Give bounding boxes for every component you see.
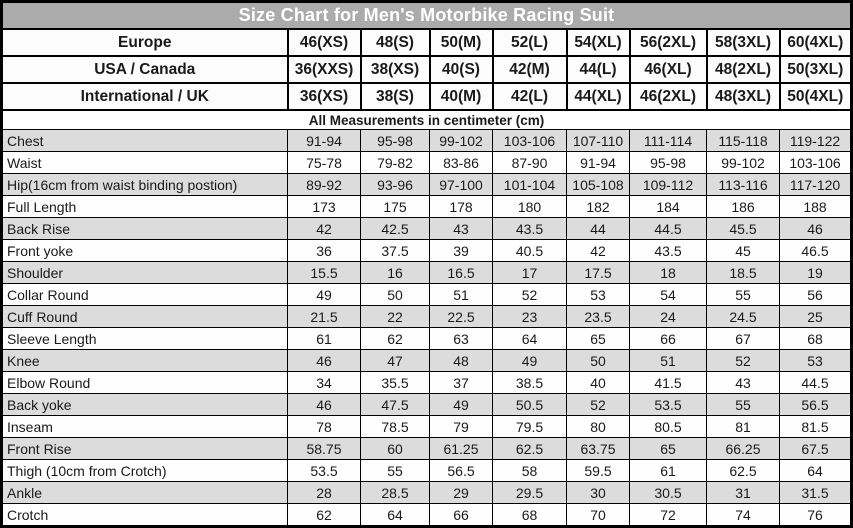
measurement-value: 45.5	[707, 218, 780, 240]
measurement-value: 72	[630, 504, 707, 527]
measurement-value: 29.5	[493, 482, 567, 504]
size-cell: 40(S)	[430, 56, 493, 83]
measurement-value: 111-114	[630, 130, 707, 152]
measurement-value: 103-106	[493, 130, 567, 152]
measurement-value: 48	[430, 350, 493, 372]
measurement-value: 46	[288, 350, 361, 372]
measurement-value: 178	[430, 196, 493, 218]
measurement-value: 17	[493, 262, 567, 284]
size-cell: 46(2XL)	[630, 83, 707, 110]
measurement-value: 51	[430, 284, 493, 306]
measurement-value: 95-98	[361, 130, 430, 152]
measurement-value: 46	[780, 218, 852, 240]
size-cell: 60(4XL)	[780, 29, 852, 56]
measurement-row	[2, 218, 852, 240]
size-system-row	[2, 83, 852, 110]
size-chart-body	[2, 2, 852, 527]
size-cell: 50(3XL)	[780, 56, 852, 83]
measurement-value: 56.5	[780, 394, 852, 416]
measurement-row	[2, 460, 852, 482]
measurement-row	[2, 152, 852, 174]
measurement-value: 35.5	[361, 372, 430, 394]
measurement-row	[2, 482, 852, 504]
measurement-value: 67.5	[780, 438, 852, 460]
measurement-value: 103-106	[780, 152, 852, 174]
measurement-value: 97-100	[430, 174, 493, 196]
measurement-value: 65	[567, 328, 630, 350]
measurement-label: Thigh (10cm from Crotch)	[2, 460, 288, 482]
measurement-value: 19	[780, 262, 852, 284]
size-cell: 46(XL)	[630, 56, 707, 83]
measurement-value: 44.5	[630, 218, 707, 240]
measurement-value: 53	[567, 284, 630, 306]
measurement-value: 37.5	[361, 240, 430, 262]
measurement-value: 37	[430, 372, 493, 394]
measurement-value: 63	[430, 328, 493, 350]
measurement-value: 78.5	[361, 416, 430, 438]
measurement-value: 89-92	[288, 174, 361, 196]
measurement-value: 53.5	[630, 394, 707, 416]
measurement-value: 51	[630, 350, 707, 372]
measurement-value: 52	[493, 284, 567, 306]
measurement-value: 56	[780, 284, 852, 306]
measurement-value: 62.5	[493, 438, 567, 460]
size-system-label: Europe	[2, 29, 288, 56]
measurement-value: 47.5	[361, 394, 430, 416]
measurement-value: 79.5	[493, 416, 567, 438]
measurement-value: 52	[707, 350, 780, 372]
measurement-value: 50	[361, 284, 430, 306]
size-cell: 36(XXS)	[288, 56, 361, 83]
measurement-value: 101-104	[493, 174, 567, 196]
measurement-value: 30.5	[630, 482, 707, 504]
measurement-value: 28.5	[361, 482, 430, 504]
measurement-label: Ankle	[2, 482, 288, 504]
measurement-label: Crotch	[2, 504, 288, 527]
measurement-label: Back Rise	[2, 218, 288, 240]
measurement-value: 61	[288, 328, 361, 350]
measurement-value: 79-82	[361, 152, 430, 174]
measurement-value: 63.75	[567, 438, 630, 460]
measurement-value: 58.75	[288, 438, 361, 460]
size-system-row	[2, 29, 852, 56]
measurements-note: All Measurements in centimeter (cm)	[2, 110, 852, 130]
size-cell: 48(3XL)	[707, 83, 780, 110]
measurement-value: 186	[707, 196, 780, 218]
size-cell: 42(M)	[493, 56, 567, 83]
measurement-value: 36	[288, 240, 361, 262]
measurement-value: 115-118	[707, 130, 780, 152]
measurement-value: 64	[780, 460, 852, 482]
measurement-label: Collar Round	[2, 284, 288, 306]
measurement-value: 50.5	[493, 394, 567, 416]
size-cell: 50(M)	[430, 29, 493, 56]
measurement-value: 40.5	[493, 240, 567, 262]
measurement-value: 23	[493, 306, 567, 328]
measurement-value: 30	[567, 482, 630, 504]
measurement-value: 49	[430, 394, 493, 416]
measurement-label: Full Length	[2, 196, 288, 218]
measurement-value: 60	[361, 438, 430, 460]
measurement-value: 80	[567, 416, 630, 438]
measurement-value: 117-120	[780, 174, 852, 196]
measurement-value: 41.5	[630, 372, 707, 394]
measurement-value: 64	[493, 328, 567, 350]
measurement-row	[2, 262, 852, 284]
measurement-value: 75-78	[288, 152, 361, 174]
measurement-row	[2, 394, 852, 416]
measurement-value: 91-94	[288, 130, 361, 152]
measurement-value: 24.5	[707, 306, 780, 328]
measurement-value: 67	[707, 328, 780, 350]
size-cell: 58(3XL)	[707, 29, 780, 56]
size-system-row	[2, 56, 852, 83]
measurement-value: 50	[567, 350, 630, 372]
measurement-row	[2, 438, 852, 460]
measurement-label: Front yoke	[2, 240, 288, 262]
measurement-value: 46.5	[780, 240, 852, 262]
measurement-value: 80.5	[630, 416, 707, 438]
measurement-value: 56.5	[430, 460, 493, 482]
measurement-value: 184	[630, 196, 707, 218]
measurement-label: Cuff Round	[2, 306, 288, 328]
measurement-value: 42.5	[361, 218, 430, 240]
measurement-value: 43.5	[493, 218, 567, 240]
chart-title: Size Chart for Men's Motorbike Racing Suit	[2, 2, 852, 30]
measurement-value: 43	[707, 372, 780, 394]
measurement-value: 53	[780, 350, 852, 372]
measurement-label: Shoulder	[2, 262, 288, 284]
measurement-value: 45	[707, 240, 780, 262]
measurement-value: 66	[430, 504, 493, 527]
measurement-value: 78	[288, 416, 361, 438]
measurement-value: 49	[288, 284, 361, 306]
measurement-value: 21.5	[288, 306, 361, 328]
measurement-value: 61	[630, 460, 707, 482]
measurement-label: Hip(16cm from waist binding postion)	[2, 174, 288, 196]
measurement-value: 28	[288, 482, 361, 504]
title-row	[2, 2, 852, 30]
measurement-value: 173	[288, 196, 361, 218]
measurement-value: 113-116	[707, 174, 780, 196]
measurement-value: 175	[361, 196, 430, 218]
measurement-value: 49	[493, 350, 567, 372]
measurement-row	[2, 174, 852, 196]
size-cell: 44(L)	[567, 56, 630, 83]
size-cell: 36(XS)	[288, 83, 361, 110]
size-cell: 42(L)	[493, 83, 567, 110]
measurement-value: 119-122	[780, 130, 852, 152]
measurement-value: 79	[430, 416, 493, 438]
measurement-value: 18.5	[707, 262, 780, 284]
measurement-value: 105-108	[567, 174, 630, 196]
measurement-value: 55	[361, 460, 430, 482]
size-system-label: International / UK	[2, 83, 288, 110]
measurement-label: Chest	[2, 130, 288, 152]
measurement-label: Inseam	[2, 416, 288, 438]
size-cell: 52(L)	[493, 29, 567, 56]
size-cell: 44(XL)	[567, 83, 630, 110]
measurement-value: 42	[567, 240, 630, 262]
measurement-value: 62	[361, 328, 430, 350]
measurement-value: 55	[707, 394, 780, 416]
measurement-value: 22	[361, 306, 430, 328]
measurement-value: 182	[567, 196, 630, 218]
measurement-value: 91-94	[567, 152, 630, 174]
measurement-value: 62	[288, 504, 361, 527]
measurement-value: 25	[780, 306, 852, 328]
measurement-value: 64	[361, 504, 430, 527]
measurement-label: Elbow Round	[2, 372, 288, 394]
measurement-value: 59.5	[567, 460, 630, 482]
measurement-value: 109-112	[630, 174, 707, 196]
size-cell: 46(XS)	[288, 29, 361, 56]
measurement-value: 16.5	[430, 262, 493, 284]
size-cell: 54(XL)	[567, 29, 630, 56]
measurement-row	[2, 284, 852, 306]
measurement-row	[2, 130, 852, 152]
measurement-value: 24	[630, 306, 707, 328]
size-cell: 48(S)	[361, 29, 430, 56]
measurement-value: 31.5	[780, 482, 852, 504]
measurement-value: 46	[288, 394, 361, 416]
measurement-value: 16	[361, 262, 430, 284]
measurement-value: 99-102	[707, 152, 780, 174]
measurement-value: 42	[288, 218, 361, 240]
measurement-value: 87-90	[493, 152, 567, 174]
measurement-value: 107-110	[567, 130, 630, 152]
measurement-row	[2, 416, 852, 438]
measurement-value: 55	[707, 284, 780, 306]
measurement-value: 47	[361, 350, 430, 372]
measurement-value: 99-102	[430, 130, 493, 152]
measurement-value: 188	[780, 196, 852, 218]
measurement-value: 93-96	[361, 174, 430, 196]
measurement-value: 22.5	[430, 306, 493, 328]
measurement-value: 53.5	[288, 460, 361, 482]
measurement-value: 23.5	[567, 306, 630, 328]
measurement-value: 65	[630, 438, 707, 460]
size-cell: 56(2XL)	[630, 29, 707, 56]
measurement-label: Knee	[2, 350, 288, 372]
measurement-value: 70	[567, 504, 630, 527]
measurement-label: Back yoke	[2, 394, 288, 416]
measurement-value: 81.5	[780, 416, 852, 438]
measurement-value: 40	[567, 372, 630, 394]
measurement-value: 52	[567, 394, 630, 416]
measurement-row	[2, 196, 852, 218]
measurement-value: 68	[780, 328, 852, 350]
measurement-value: 29	[430, 482, 493, 504]
measurement-value: 95-98	[630, 152, 707, 174]
size-cell: 38(S)	[361, 83, 430, 110]
measurement-value: 18	[630, 262, 707, 284]
measurement-label: Front Rise	[2, 438, 288, 460]
measurement-value: 44.5	[780, 372, 852, 394]
measurement-value: 31	[707, 482, 780, 504]
measurement-value: 66	[630, 328, 707, 350]
measurement-value: 54	[630, 284, 707, 306]
measurement-row	[2, 350, 852, 372]
measurement-value: 61.25	[430, 438, 493, 460]
size-system-label: USA / Canada	[2, 56, 288, 83]
measurement-value: 68	[493, 504, 567, 527]
size-cell: 38(XS)	[361, 56, 430, 83]
measurement-value: 66.25	[707, 438, 780, 460]
measurement-value: 43.5	[630, 240, 707, 262]
measurement-value: 17.5	[567, 262, 630, 284]
measurement-row	[2, 328, 852, 350]
measurement-row	[2, 372, 852, 394]
measurement-value: 180	[493, 196, 567, 218]
size-cell: 48(2XL)	[707, 56, 780, 83]
measurement-label: Sleeve Length	[2, 328, 288, 350]
measurement-row	[2, 504, 852, 527]
size-cell: 40(M)	[430, 83, 493, 110]
measurement-value: 44	[567, 218, 630, 240]
measurement-value: 83-86	[430, 152, 493, 174]
measurement-value: 43	[430, 218, 493, 240]
measurement-value: 81	[707, 416, 780, 438]
measurement-value: 15.5	[288, 262, 361, 284]
measurement-value: 34	[288, 372, 361, 394]
measurement-value: 58	[493, 460, 567, 482]
measurement-value: 76	[780, 504, 852, 527]
measurement-value: 38.5	[493, 372, 567, 394]
measurement-label: Waist	[2, 152, 288, 174]
measurement-value: 74	[707, 504, 780, 527]
measurement-row	[2, 306, 852, 328]
note-row	[2, 110, 852, 130]
measurement-value: 62.5	[707, 460, 780, 482]
size-cell: 50(4XL)	[780, 83, 852, 110]
measurement-row	[2, 240, 852, 262]
measurement-value: 39	[430, 240, 493, 262]
